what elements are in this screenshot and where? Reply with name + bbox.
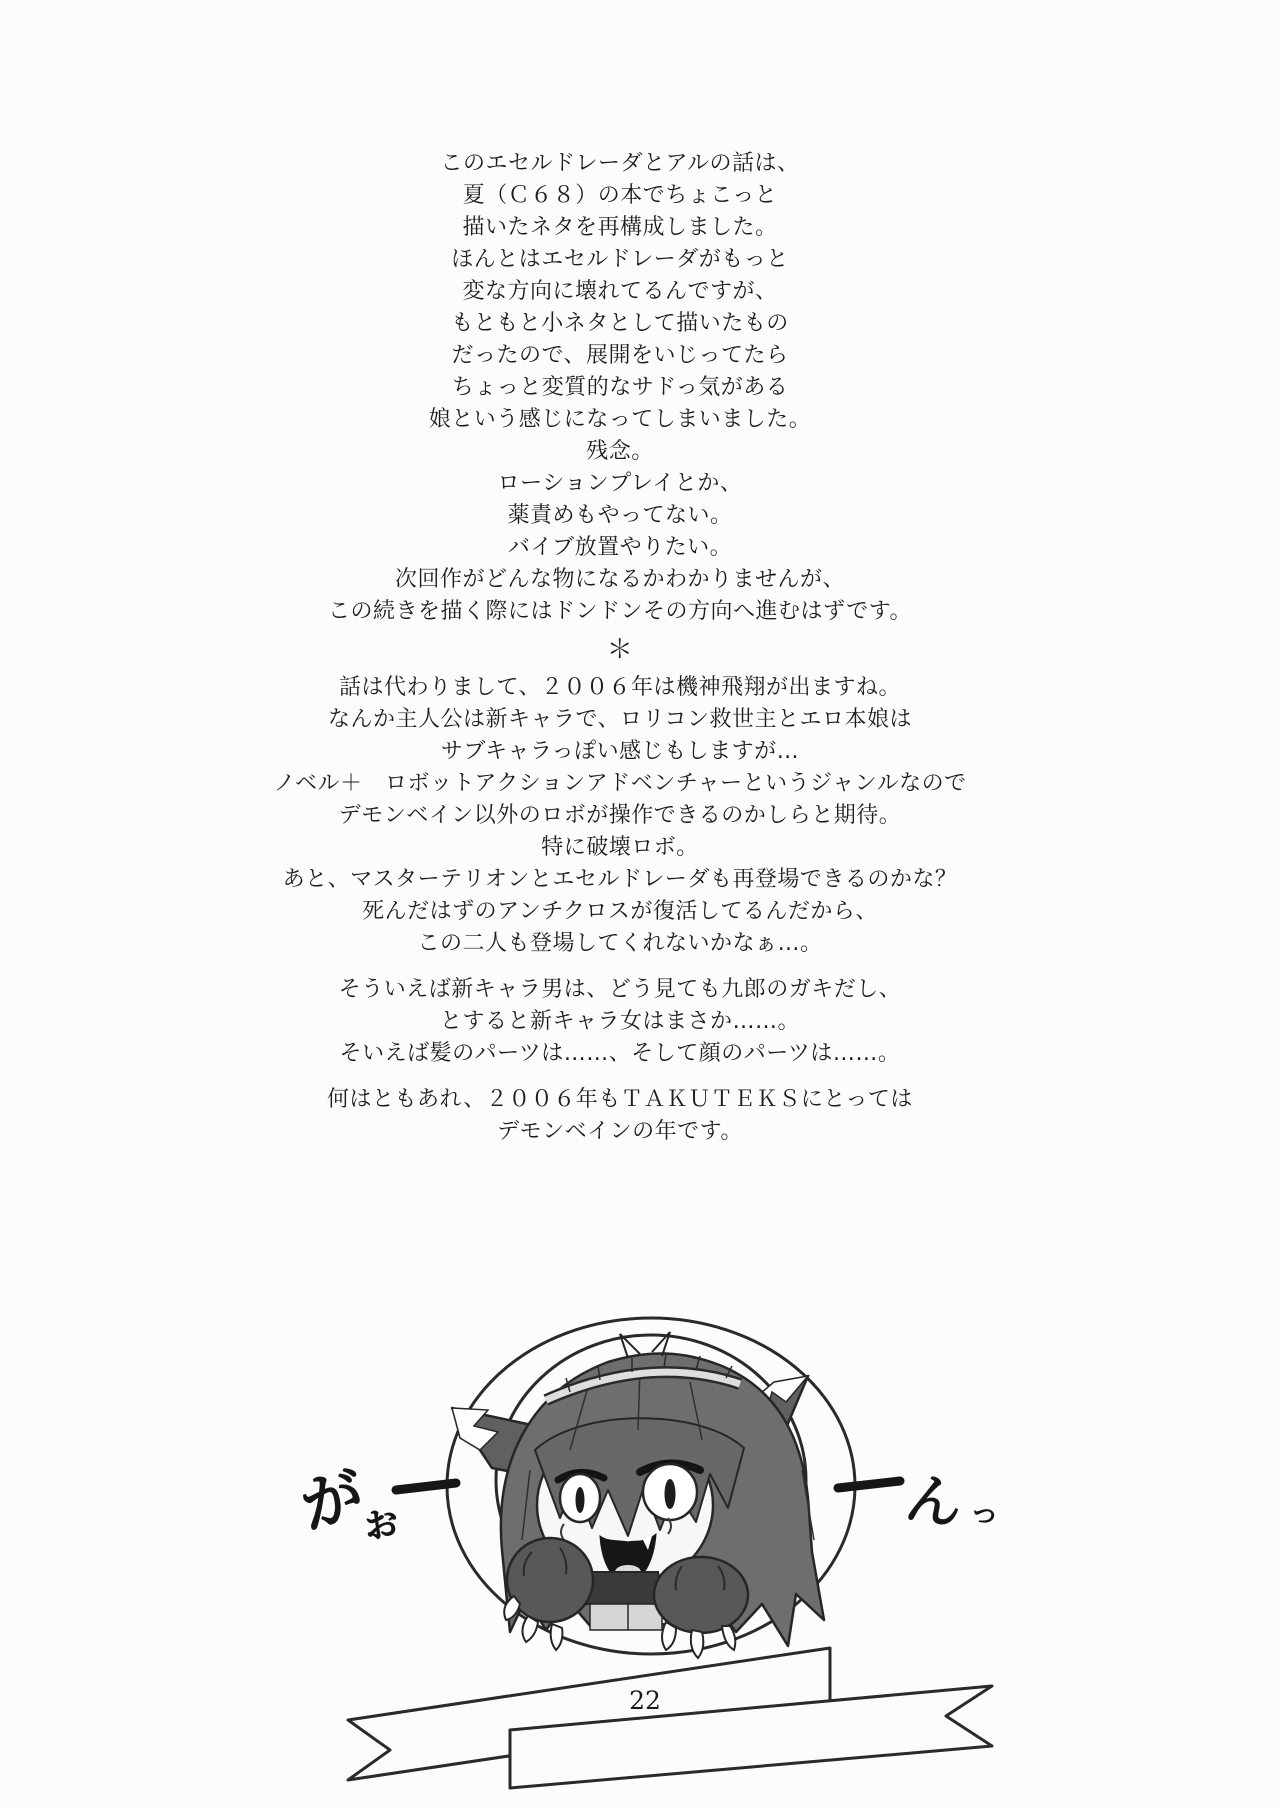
afterword-line: 娘という感じになってしまいました。: [428, 407, 812, 432]
afterword-line: 薬責めもやってない。: [507, 503, 733, 528]
afterword-line: 夏（Ｃ６８）の本でちょこっと: [462, 183, 778, 208]
shirt: [590, 1604, 662, 1630]
afterword-line: 残念。: [586, 439, 654, 464]
sfx-n: ん: [901, 1465, 967, 1539]
afterword-line: 話は代わりまして、２００６年は機神飛翔が出ますね。: [338, 675, 902, 700]
afterword-line: だったので、展開をいじってたら: [451, 343, 789, 368]
afterword-paragraph-1: [0, 148, 1240, 628]
catgirl-ring-illustration: [230, 1300, 1050, 1795]
afterword-line: 変な方向に壊れてるんですが、: [462, 279, 778, 304]
paw-right: [654, 1557, 748, 1658]
afterword-line: なんか主人公は新キャラで、ロリコン救世主とエロ本娘は: [327, 707, 913, 732]
afterword-paragraph-4: [0, 1084, 1240, 1148]
page-number: 22: [629, 1686, 661, 1715]
afterword-line: バイブ放置やりたい。: [507, 535, 733, 560]
paragraph-gap: [0, 960, 1240, 974]
section-separator-asterisk: ＊: [606, 635, 634, 665]
afterword-line: あと、マスターテリオンとエセルドレーダも再登場できるのかな？: [282, 867, 958, 892]
afterword-line: そいえば髪のパーツは……、そして顔のパーツは……。: [339, 1041, 901, 1066]
afterword-line: そういえば新キャラ男は、どう見ても九郎のガキだし、: [338, 977, 902, 1002]
afterword-line: デモンベインの年です。: [497, 1119, 743, 1144]
afterword-line: 描いたネタを再構成しました。: [462, 215, 778, 240]
sfx-o: ぉ: [355, 1492, 407, 1550]
afterword-line: この二人も登場してくれないかなぁ…。: [417, 931, 823, 956]
afterword-paragraph-2: [0, 672, 1240, 960]
pupil-right: [665, 1479, 676, 1509]
afterword-line: このエセルドレーダとアルの話は、: [440, 151, 800, 176]
afterword-line: もともと小ネタとして描いたもの: [451, 311, 789, 336]
afterword-line: サブキャラっぽい感じもしますが…: [440, 739, 800, 764]
afterword-line: 死んだはずのアンチクロスが復活してるんだから、: [362, 899, 878, 924]
afterword-line: ノベル＋ ロボットアクションアドベンチャーというジャンルなので: [273, 771, 967, 796]
ribbon-banner: [348, 1648, 992, 1788]
afterword-line: この続きを描く際にはドンドンその方向へ進むはずです。: [328, 599, 912, 624]
sfx-tsu: っ: [967, 1493, 1002, 1533]
afterword-line: ローションプレイとか、: [497, 471, 743, 496]
afterword-line: 特に破壊ロボ。: [541, 835, 699, 860]
paragraph-gap: [0, 1070, 1240, 1084]
afterword-line: デモンベイン以外のロボが操作できるのかしらと期待。: [338, 803, 902, 828]
afterword-line: ほんとはエセルドレーダがもっと: [451, 247, 789, 272]
afterword-line: ちょっと変質的なサドっ気がある: [451, 375, 789, 400]
afterword-line: 次回作がどんな物になるかわかりませんが、: [394, 567, 845, 592]
collar: [586, 1572, 664, 1604]
afterword-paragraph-3: [0, 974, 1240, 1070]
sfx-ga: が: [292, 1456, 372, 1544]
afterword-line: とすると新キャラ女はまさか……。: [439, 1009, 800, 1034]
afterword-line: 何はともあれ、２００６年もＴＡＫＵＴＥＫＳにとっては: [327, 1087, 913, 1112]
afterword-text: [0, 148, 1240, 1148]
pupil-left: [576, 1487, 585, 1513]
